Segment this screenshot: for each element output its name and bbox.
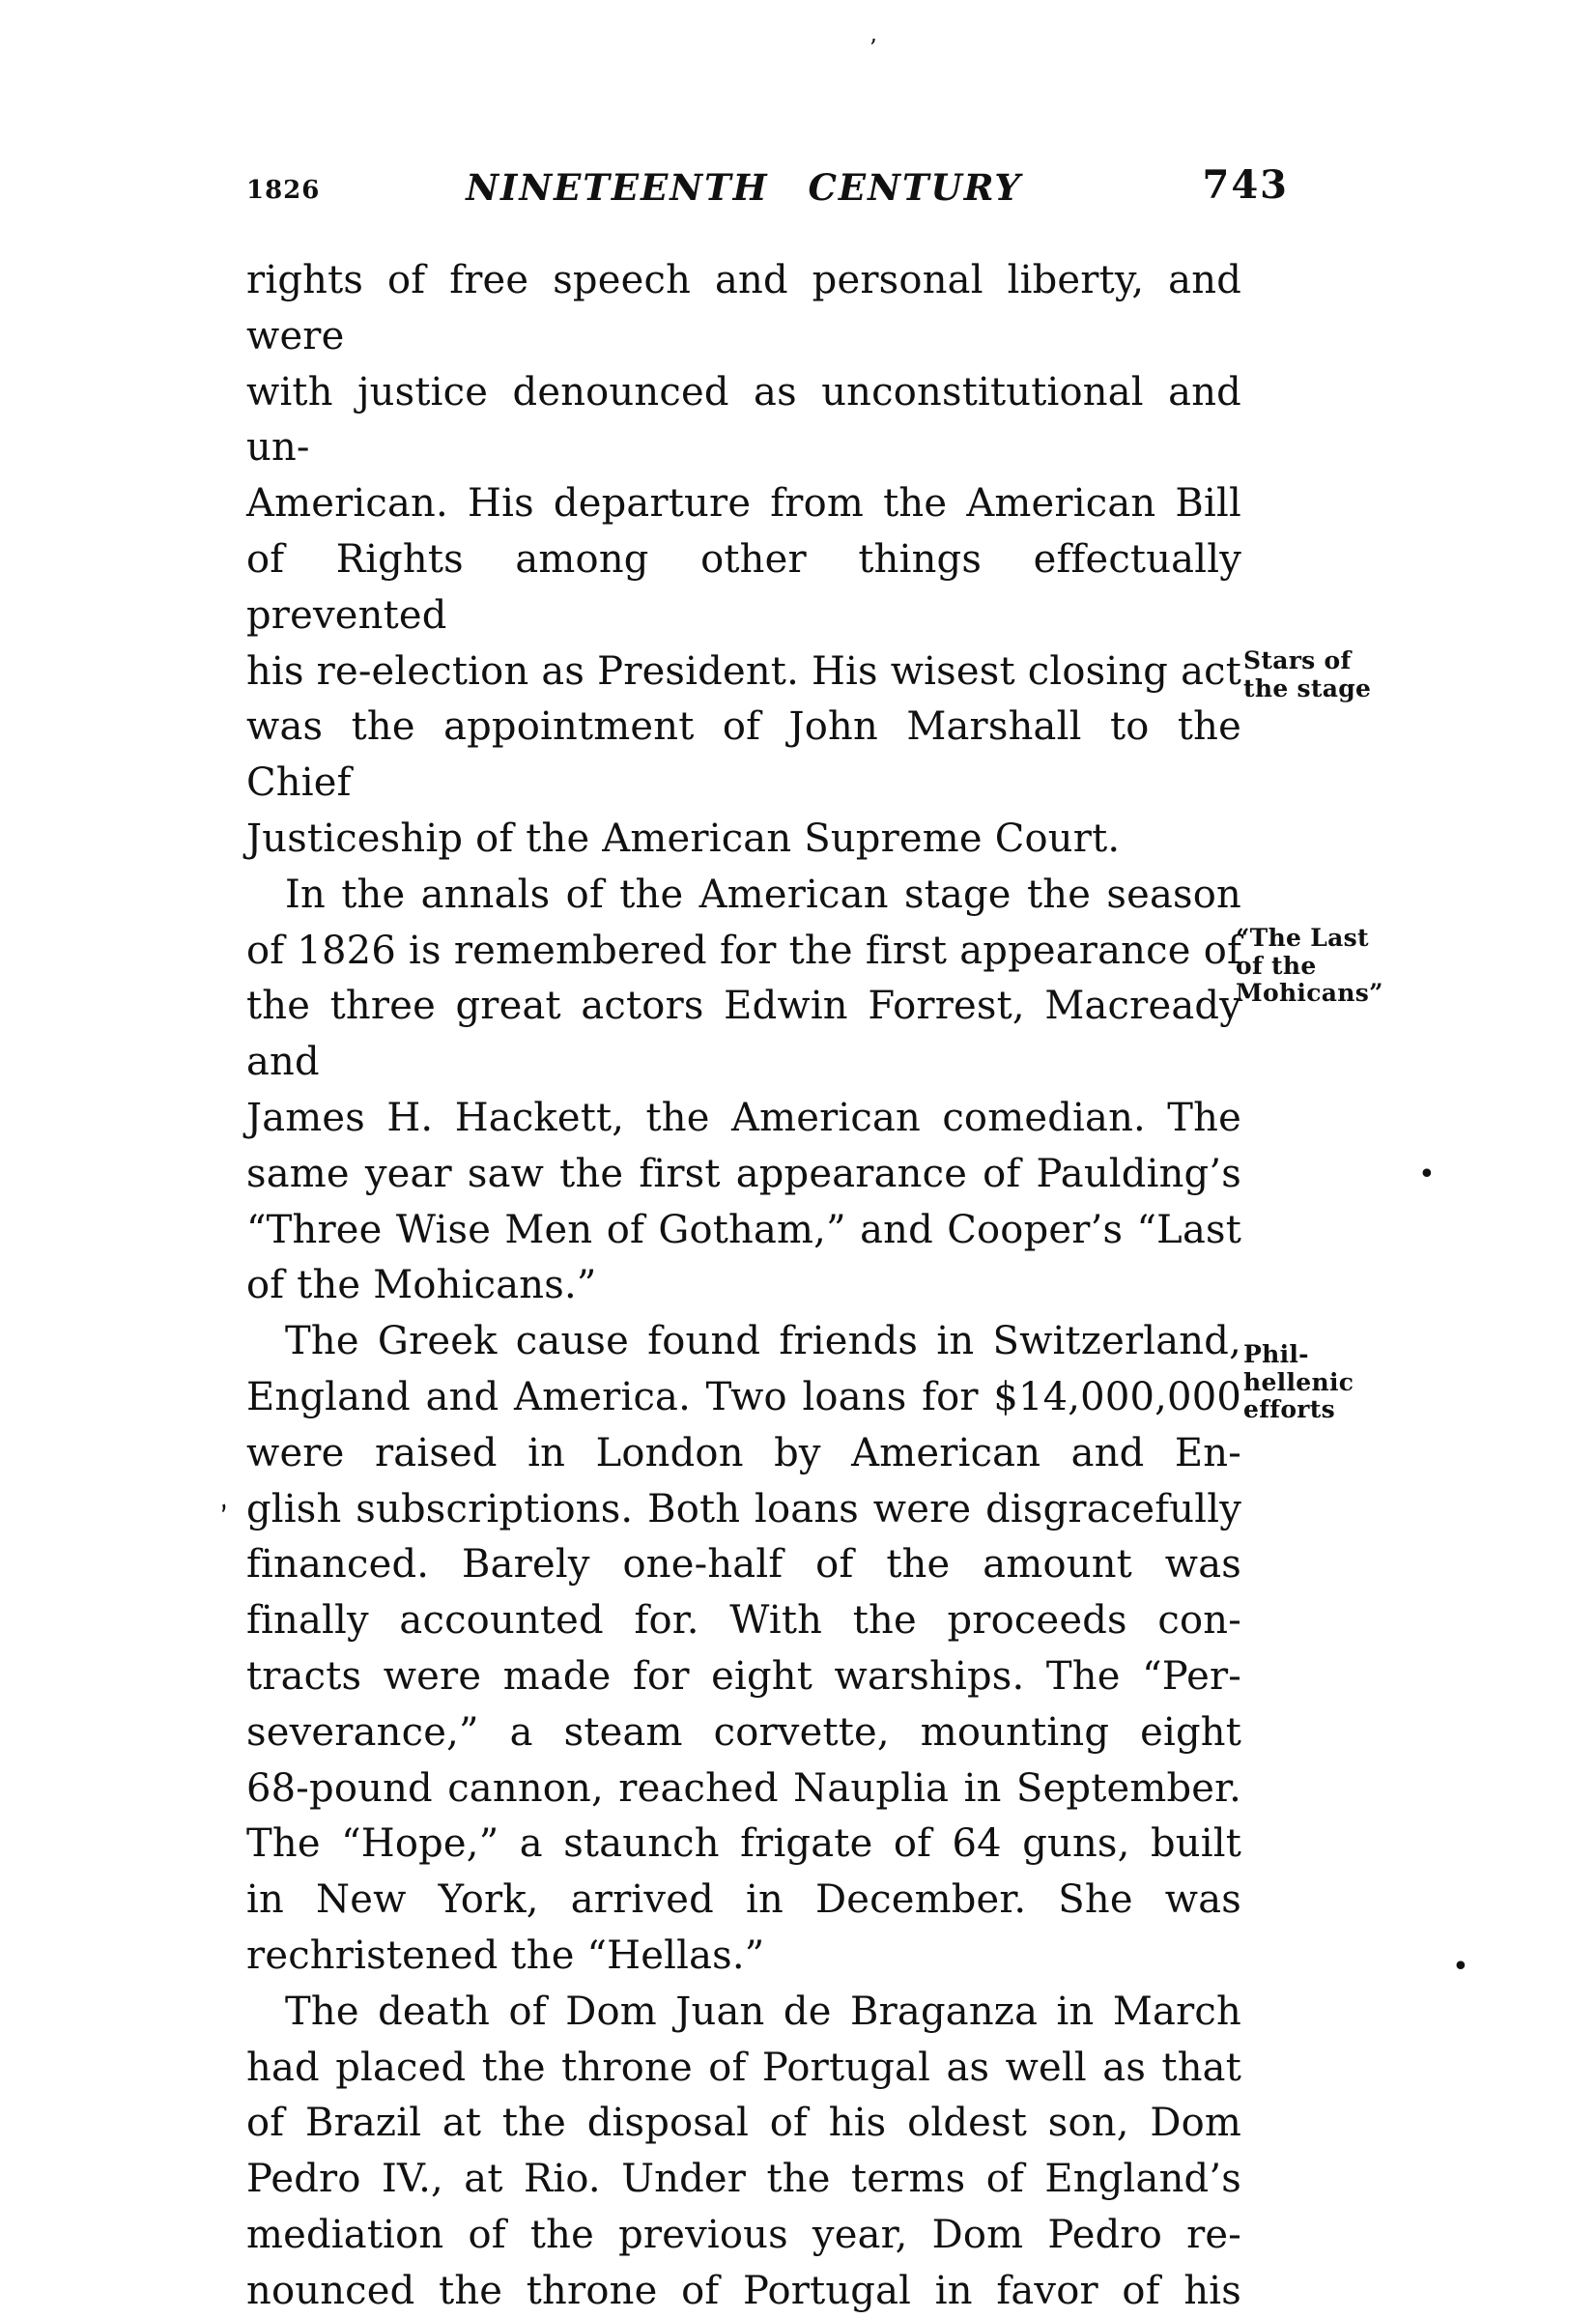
margin-note-line: of the [1236,951,1317,980]
text-line: of Rights among other things effectually prevented [246,536,1241,638]
margin-note-line: Mohicans” [1236,979,1383,1007]
ink-speck: ’ [869,35,877,62]
ink-speck: • [1452,1950,1469,1984]
text-line: with justice denounced as unconstitutional and un- [246,369,1241,471]
text-line: financed. Barely one-half of the amount was [246,1542,1241,1588]
text-line: The Greek cause found friends in Switzerland, [285,1319,1241,1364]
text-line: Pedro IV., at Rio. Under the terms of England’s [246,2157,1241,2202]
margin-note-philhellenic-efforts [1243,1341,1354,1424]
header-year: 1826 [246,176,321,205]
text-line: American. His departure from the American Bill [246,481,1241,527]
margin-note-line: hellenic [1243,1367,1354,1396]
text-line: 68-pound cannon, reached Nauplia in September. [246,1765,1241,1811]
text-line: In the annals of the American stage the season [285,872,1241,917]
text-line: England and America. Two loans for $14,000,000 [246,1374,1241,1419]
text-line: “Three Wise Men of Gotham,” and Cooper’s “Last [246,1207,1241,1252]
margin-note-line: the stage [1243,673,1372,702]
text-line: nounced the throne of Portugal in favor of his [246,2268,1241,2313]
margin-note-line: Phil- [1243,1340,1309,1368]
text-line: rights of free speech and personal liberty, and were [246,258,1241,358]
text-line: of 1826 is remembered for the first appearance of [246,928,1241,973]
text-line: in New York, arrived in December. She was [246,1877,1241,1923]
text-line: was the appointment of John Marshall to the Chief [246,704,1241,806]
text-line: finally accounted for. With the proceeds con- [246,1598,1241,1644]
text-line: his re-election as President. His wisest closing act [246,648,1241,694]
margin-note-line: Stars of [1243,646,1352,674]
text-line: of the Mohicans.” [246,1263,597,1308]
page-number: 743 [1202,162,1289,208]
margin-note-line: “The Last [1236,924,1369,952]
text-line: The “Hope,” a staunch frigate of 64 guns, built [246,1821,1241,1867]
text-line: Justiceship of the American Supreme Court. [246,816,1121,861]
text-line: The death of Dom Juan de Braganza in March [285,1989,1241,2034]
ink-speck: ‚ [211,1481,232,1517]
ink-speck: • [1418,1158,1436,1191]
body-text [246,253,1241,2319]
text-line: had placed the throne of Portugal as well as that [246,2045,1241,2090]
text-line: glish subscriptions. Both loans were disgracefully [246,1486,1241,1532]
text-line: same year saw the first appearance of Paulding’s [246,1151,1241,1196]
text-line: rechristened the “Hellas.” [246,1932,765,1978]
text-line: James H. Hackett, the American comedian. The [246,1095,1241,1140]
text-line: were raised in London by American and En- [246,1430,1241,1475]
text-line: of Brazil at the disposal of his oldest son, Dom [246,2101,1241,2146]
text-line: mediation of the previous year, Dom Pedro re- [246,2212,1241,2257]
running-title: NINETEENTH CENTURY [466,166,1022,209]
margin-note-line: efforts [1243,1395,1335,1423]
text-line: severance,” a steam corvette, mounting eight [246,1709,1241,1755]
margin-note-stars-of-the-stage [1243,647,1371,702]
margin-note-last-of-the-mohicans [1236,925,1383,1008]
text-line: the three great actors Edwin Forrest, Macready and [246,984,1241,1085]
text-line: tracts were made for eight warships. The “Per- [246,1653,1241,1699]
